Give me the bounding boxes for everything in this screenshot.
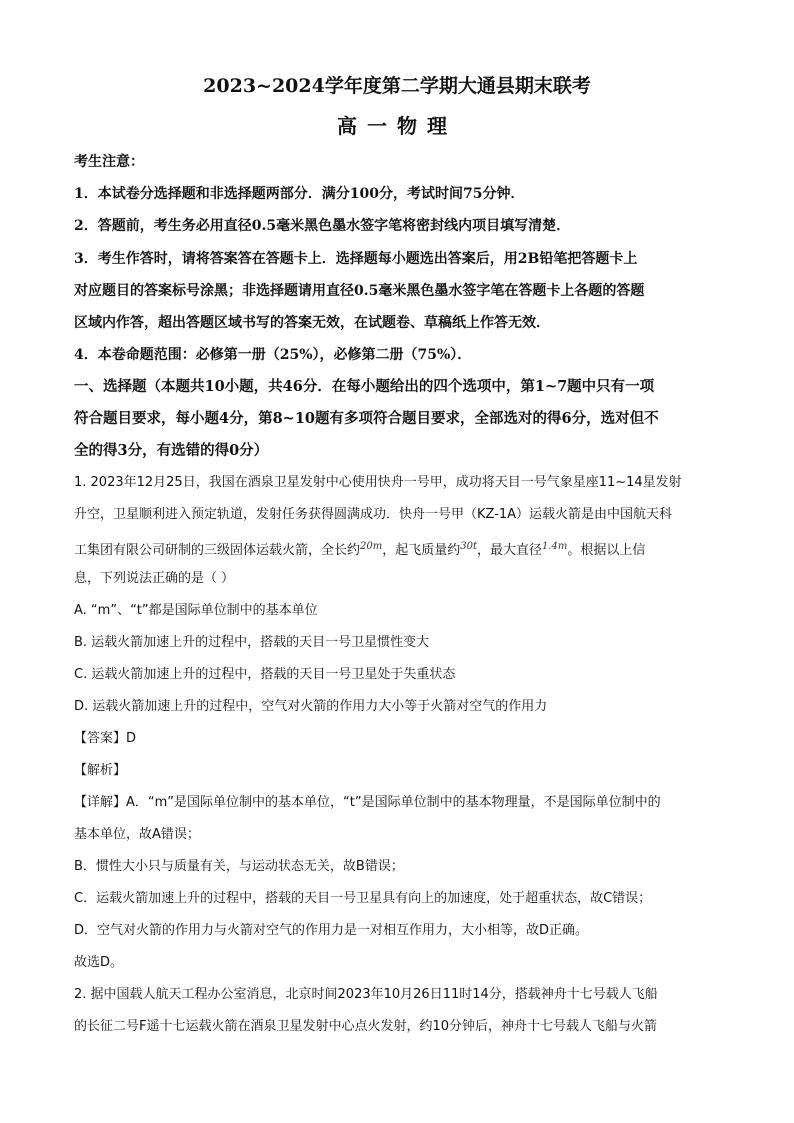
section-heading-cont: 符合题目要求，每小题4分，第8~10题有多项符合题目要求，全部选对的得6分，选对但不: [74, 410, 659, 427]
question-1-detail-3: B．惯性大小只与质量有关，与运动状态无关，故B错误；: [74, 859, 404, 874]
question-1-text-c: ，最大直径: [477, 543, 543, 558]
question-1-text-a: 工集团有限公司研制的三级固体运载火箭，全长约: [74, 543, 361, 558]
question-1-option-d: D. 运载火箭加速上升的过程中，空气对火箭的作用力大小等于火箭对空气的作用力: [74, 699, 548, 714]
rocket-mass-value: 30t: [460, 541, 477, 552]
question-1-conclusion: 故选D。: [74, 955, 124, 970]
question-1-text-d: 。根据以上信: [567, 543, 646, 558]
question-1-detail-1: 【详解】A．“m”是国际单位制中的基本单位，“t”是国际单位制中的基本物理量，不是国际单位制中的: [74, 795, 661, 810]
notice-item-3-cont: 对应题目的答案标号涂黑；非选择题请用直径0.5毫米黑色墨水签字笔在答题卡上各题的答题: [74, 283, 645, 299]
question-1-text-b: ，起飞质量约: [382, 543, 461, 558]
notice-item-4: 4．本卷命题范围：必修第一册（25%），必修第二册（75%）．: [74, 347, 472, 363]
question-1-line-3: [74, 537, 722, 561]
question-1-line-2: 升空，卫星顺利进入预定轨道，发射任务获得圆满成功．快舟一号甲（KZ-1A）运载火箭是由中国航天科: [74, 507, 673, 522]
question-1-detail-4: C．运载火箭加速上升的过程中，搭载的天目一号卫星具有向上的加速度，处于超重状态，故C错误；: [74, 891, 652, 906]
notice-item-2: 2．答题前，考生务必用直径0.5毫米黑色墨水签字笔将密封线内项目填写清楚．: [74, 218, 571, 234]
notice-heading: 考生注意：: [74, 154, 144, 170]
question-2-line-2: 的长征二号F遥十七运载火箭在酒泉卫星发射中心点火发射，约10分钟后，神舟十七号载人飞船与火箭: [74, 1019, 658, 1034]
notice-item-3-end: 区域内作答，超出答题区域书写的答案无效，在试题卷、草稿纸上作答无效．: [74, 315, 550, 331]
question-1-detail-5: D．空气对火箭的作用力与火箭对空气的作用力是一对相互作用力，大小相等，故D正确。: [74, 923, 589, 938]
question-1-detail-2: 基本单位，故A错误；: [74, 827, 200, 842]
question-1-line-1: 1. 2023年12月25日，我国在酒泉卫星发射中心使用快舟一号甲，成功将天目一号气象星座11~14星发射: [74, 475, 682, 490]
notice-item-3: 3．考生作答时，请将答案答在答题卡上．选择题每小题选出答案后，用2B铅笔把答题卡上: [74, 251, 638, 267]
question-1-answer: 【答案】D: [74, 731, 137, 746]
rocket-length-value: 20m: [360, 541, 383, 552]
section-heading-end: 全的得3分，有选错的得0分）: [74, 442, 269, 459]
question-1-option-c: C. 运载火箭加速上升的过程中，搭载的天目一号卫星处于失重状态: [74, 667, 456, 682]
exam-title: 2023~2024学年度第二学期大通县期末联考: [203, 75, 591, 97]
question-2-line-1: 2. 据中国载人航天工程办公室消息，北京时间2023年10月26日11时14分，搭载神舟十七号载人飞船: [74, 987, 658, 1002]
question-1-analysis-label: 【解析】: [74, 763, 127, 778]
rocket-diameter-value: 1.4m: [542, 541, 568, 552]
notice-item-1: 1．本试卷分选择题和非选择题两部分．满分100分，考试时间75分钟．: [74, 186, 525, 202]
exam-subject: 高一物理: [337, 114, 457, 138]
question-1-option-b: B. 运载火箭加速上升的过程中，搭载的天目一号卫星惯性变大: [74, 635, 430, 650]
question-1-option-a: A. “m”、“t”都是国际单位制中的基本单位: [74, 603, 318, 618]
section-heading: 一、选择题（本题共10小题，共46分．在每小题给出的四个选项中，第1~7题中只有一项: [74, 378, 655, 395]
question-1-line-4: 息，下列说法正确的是（ ）: [74, 571, 235, 586]
